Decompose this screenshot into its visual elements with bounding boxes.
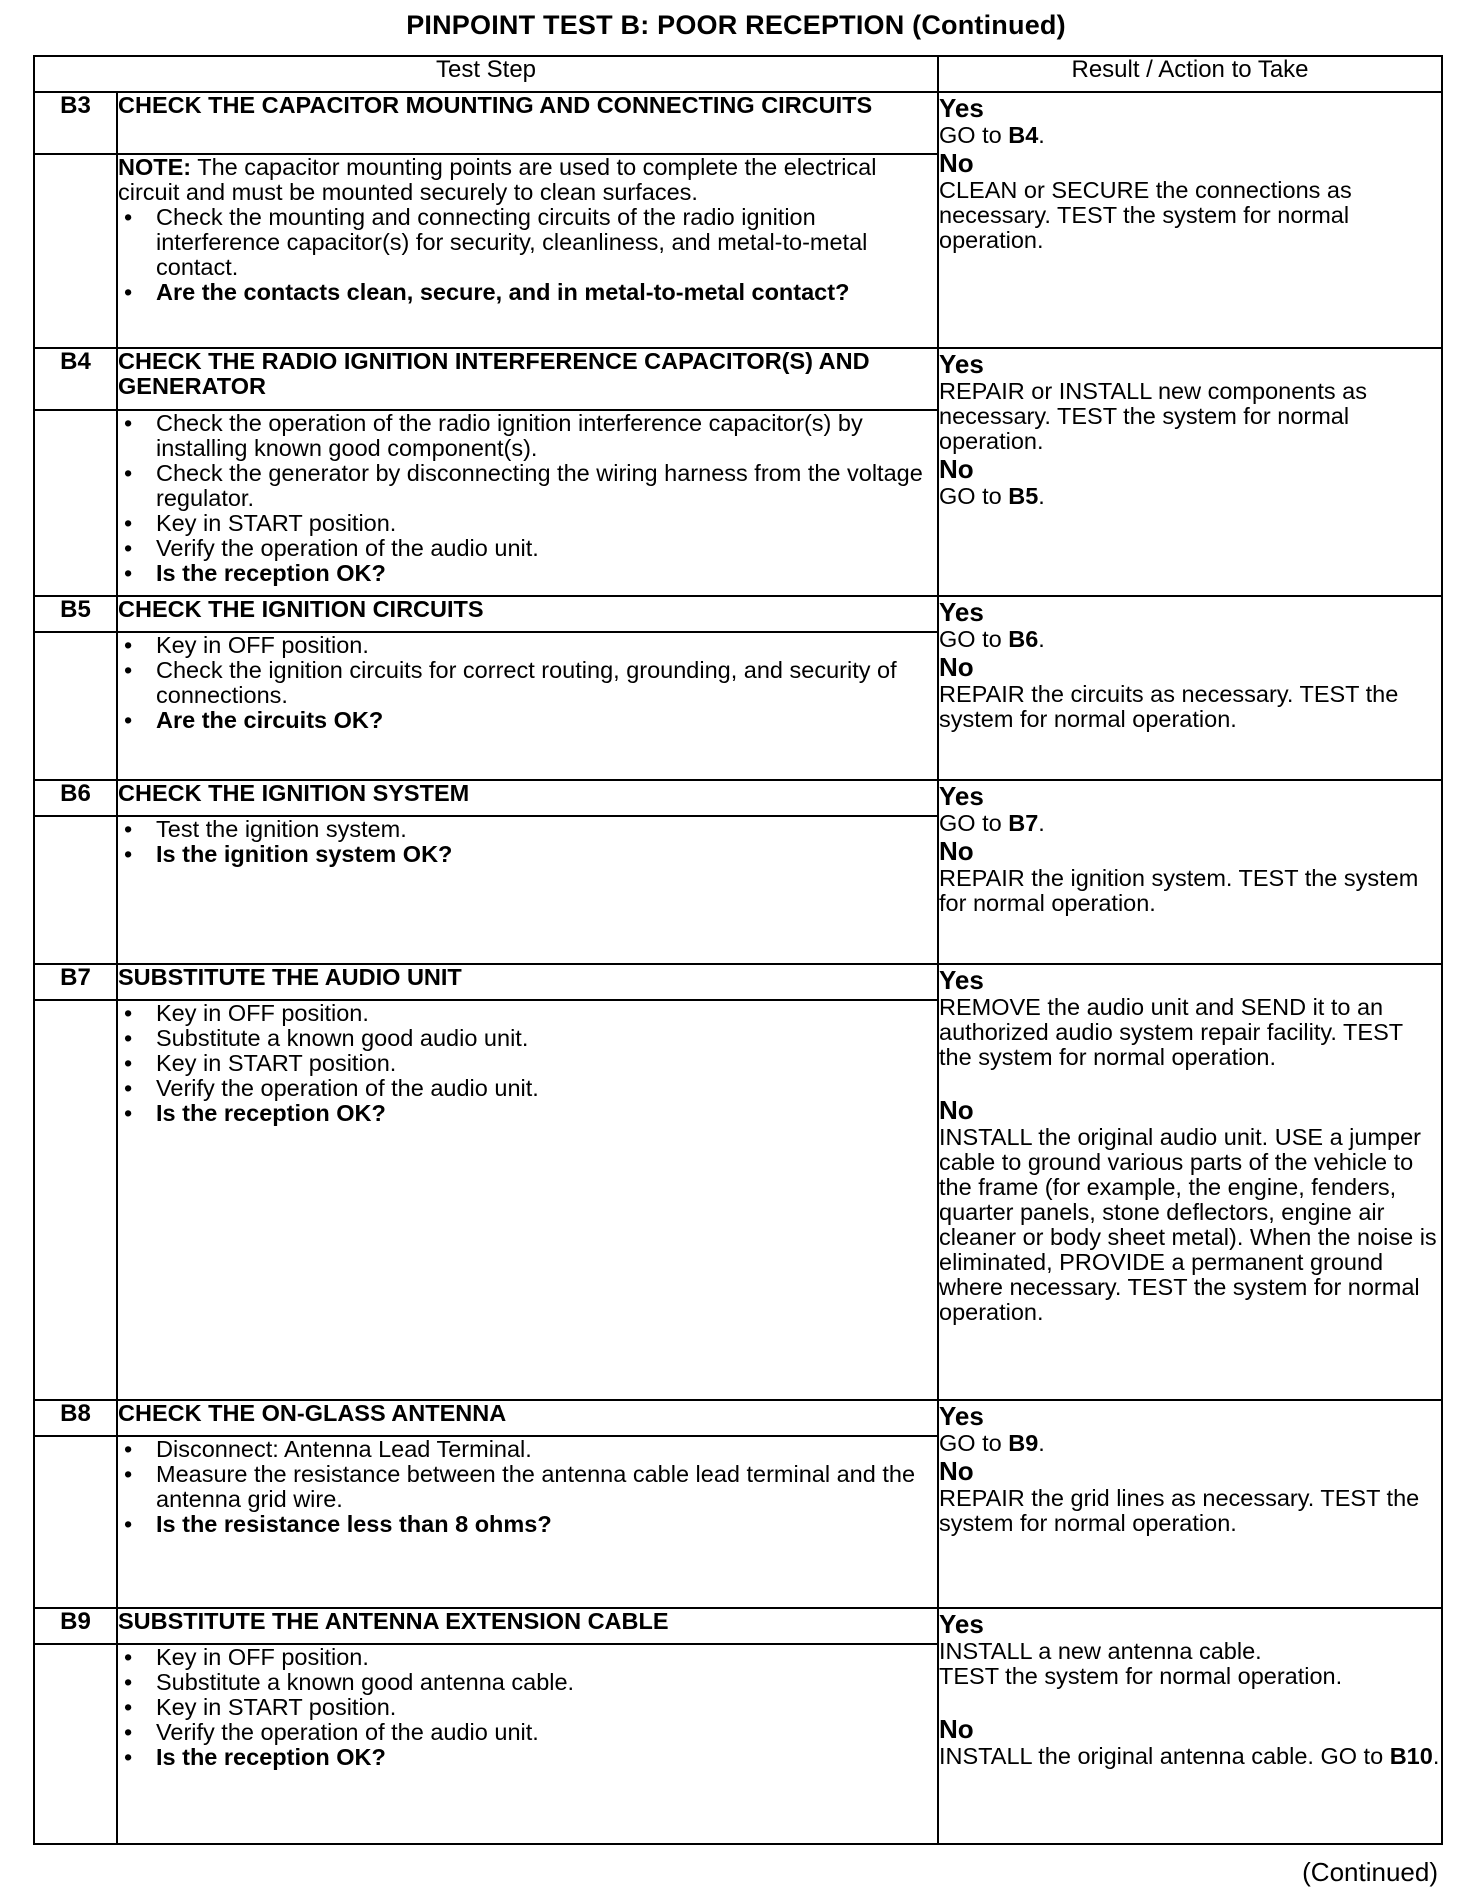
- no-label: No: [939, 148, 974, 178]
- step-question: • Is the reception OK?: [118, 1745, 937, 1770]
- step-body: [117, 410, 938, 596]
- step-id: B7: [34, 964, 117, 1000]
- test-step-header: Test Step: [34, 56, 938, 92]
- step-body: [117, 1436, 938, 1608]
- step-body: [117, 154, 938, 348]
- step-checklist: [118, 1437, 937, 1537]
- step-note: NOTE: The capacitor mounting points are used to complete the electrical circuit and must be mounted securely to clean surfaces.: [118, 154, 877, 205]
- step-checklist: [118, 633, 937, 733]
- step-title: SUBSTITUTE THE AUDIO UNIT: [117, 964, 938, 1000]
- step-id: B9: [34, 1608, 117, 1644]
- step-title: CHECK THE RADIO IGNITION INTERFERENCE CAPACITOR(S) AND GENERATOR: [117, 348, 938, 410]
- no-action: INSTALL the original audio unit. USE a jumper cable to ground various parts of the vehicle to the frame (for example, the engine, fenders, quarter panels, stone deflectors, engine air cleaner or body sheet metal). When the noise is eliminated, PROVIDE a permanent ground where necessary. TEST the system for normal operation.: [939, 1124, 1437, 1325]
- step-question: • Is the reception OK?: [118, 561, 937, 586]
- continued-footer: (Continued): [1302, 1857, 1438, 1887]
- no-label: No: [939, 1456, 974, 1486]
- step-title-row: [34, 1400, 1442, 1436]
- step-id: B5: [34, 596, 117, 632]
- no-label: No: [939, 836, 974, 866]
- list-item: • Substitute a known good audio unit.: [118, 1026, 937, 1051]
- no-label: No: [939, 1095, 974, 1125]
- list-item: • Key in OFF position.: [118, 1645, 937, 1670]
- yes-action: GO to B4.: [939, 122, 1045, 148]
- step-title-row: [34, 596, 1442, 632]
- list-item: • Verify the operation of the audio unit.: [118, 1720, 937, 1745]
- step-result: [938, 780, 1442, 964]
- list-item: • Key in START position.: [118, 1051, 937, 1076]
- list-item: • Test the ignition system.: [118, 817, 937, 842]
- no-action: REPAIR the ignition system. TEST the system for normal operation.: [939, 865, 1419, 916]
- step-result: [938, 964, 1442, 1400]
- step-result: [938, 1608, 1442, 1844]
- page-title: PINPOINT TEST B: POOR RECEPTION (Continued): [406, 10, 1066, 40]
- step-id: B6: [34, 780, 117, 816]
- step-body: [117, 632, 938, 780]
- step-title: CHECK THE ON-GLASS ANTENNA: [117, 1400, 938, 1436]
- no-action: REPAIR the grid lines as necessary. TEST the system for normal operation.: [939, 1485, 1420, 1536]
- yes-action: REMOVE the audio unit and SEND it to an authorized audio system repair facility. TEST the system for normal operation.: [939, 994, 1403, 1070]
- list-item: • Substitute a known good antenna cable.: [118, 1670, 937, 1695]
- step-question: • Are the contacts clean, secure, and in metal-to-metal contact?: [118, 280, 937, 305]
- list-item: • Verify the operation of the audio unit.: [118, 1076, 937, 1101]
- step-question: • Is the ignition system OK?: [118, 842, 937, 867]
- pinpoint-test-table: [33, 55, 1443, 1845]
- list-item: • Key in START position.: [118, 511, 937, 536]
- step-title-row: [34, 964, 1442, 1000]
- no-label: No: [939, 1714, 974, 1744]
- step-checklist: [118, 205, 937, 305]
- step-result: [938, 1400, 1442, 1608]
- yes-label: Yes: [939, 1609, 984, 1639]
- step-title-row: [34, 348, 1442, 410]
- step-title: SUBSTITUTE THE ANTENNA EXTENSION CABLE: [117, 1608, 938, 1644]
- no-action: GO to B5.: [939, 483, 1045, 509]
- step-question: • Is the reception OK?: [118, 1101, 937, 1126]
- step-title-row: [34, 1608, 1442, 1644]
- yes-action: GO to B6.: [939, 626, 1045, 652]
- header-row: [34, 56, 1442, 92]
- yes-label: Yes: [939, 349, 984, 379]
- step-title: CHECK THE IGNITION CIRCUITS: [117, 596, 938, 632]
- step-checklist: [118, 411, 937, 586]
- step-result: [938, 348, 1442, 596]
- list-item: • Check the mounting and connecting circuits of the radio ignition interference capacitor(s) for security, cleanliness, and metal-to-metal contact.: [118, 205, 937, 280]
- step-title-row: [34, 780, 1442, 816]
- step-id: B4: [34, 348, 117, 410]
- no-label: No: [939, 454, 974, 484]
- no-action: REPAIR the circuits as necessary. TEST the system for normal operation.: [939, 681, 1399, 732]
- list-item: • Measure the resistance between the antenna cable lead terminal and the antenna grid wire.: [118, 1462, 937, 1512]
- step-title: CHECK THE IGNITION SYSTEM: [117, 780, 938, 816]
- step-checklist: [118, 1645, 937, 1770]
- result-header: Result / Action to Take: [938, 56, 1442, 92]
- step-result: [938, 596, 1442, 780]
- no-action: CLEAN or SECURE the connections as necessary. TEST the system for normal operation.: [939, 177, 1352, 253]
- list-item: • Check the operation of the radio ignition interference capacitor(s) by installing known good component(s).: [118, 411, 937, 461]
- list-item: • Key in START position.: [118, 1695, 937, 1720]
- list-item: • Check the ignition circuits for correct routing, grounding, and security of connections.: [118, 658, 937, 708]
- yes-action: GO to B7.: [939, 810, 1045, 836]
- yes-action: REPAIR or INSTALL new components as necessary. TEST the system for normal operation.: [939, 378, 1367, 454]
- step-question: • Are the circuits OK?: [118, 708, 937, 733]
- list-item: • Check the generator by disconnecting the wiring harness from the voltage regulator.: [118, 461, 937, 511]
- yes-action: GO to B9.: [939, 1430, 1045, 1456]
- list-item: • Verify the operation of the audio unit.: [118, 536, 937, 561]
- step-body: [117, 1000, 938, 1400]
- yes-action: INSTALL a new antenna cable.: [939, 1638, 1262, 1664]
- step-checklist: [118, 817, 937, 867]
- step-question: • Is the resistance less than 8 ohms?: [118, 1512, 937, 1537]
- step-body: [117, 1644, 938, 1844]
- list-item: • Disconnect: Antenna Lead Terminal.: [118, 1437, 937, 1462]
- step-title: CHECK THE CAPACITOR MOUNTING AND CONNECTING CIRCUITS: [117, 92, 938, 154]
- step-checklist: [118, 1001, 937, 1126]
- yes-label: Yes: [939, 93, 984, 123]
- yes-label: Yes: [939, 781, 984, 811]
- yes-action-2: TEST the system for normal operation.: [939, 1663, 1343, 1689]
- no-label: No: [939, 652, 974, 682]
- step-id: B3: [34, 92, 117, 154]
- step-id: B8: [34, 1400, 117, 1436]
- step-body: [117, 816, 938, 964]
- yes-label: Yes: [939, 1401, 984, 1431]
- no-action: INSTALL the original antenna cable. GO to B10.: [939, 1743, 1440, 1769]
- step-title-row: [34, 92, 1442, 154]
- list-item: • Key in OFF position.: [118, 633, 937, 658]
- list-item: • Key in OFF position.: [118, 1001, 937, 1026]
- step-result: [938, 92, 1442, 348]
- yes-label: Yes: [939, 597, 984, 627]
- yes-label: Yes: [939, 965, 984, 995]
